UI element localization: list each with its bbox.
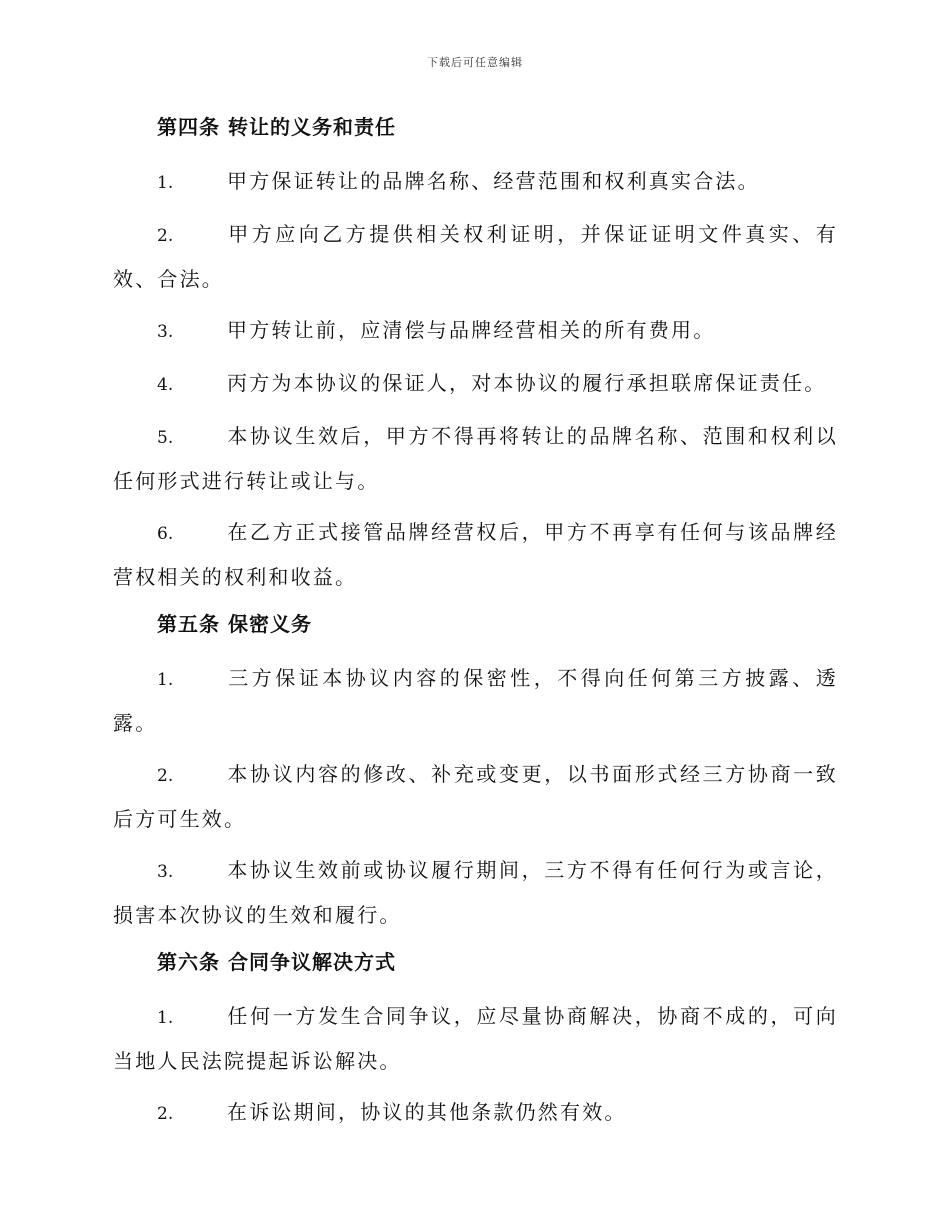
clause-number: 2. (157, 1104, 174, 1124)
clause-number: 3. (157, 862, 174, 882)
clause-item (113, 415, 838, 503)
clause-number: 5. (157, 428, 174, 448)
clause-number: 1. (157, 1008, 174, 1028)
clause-item (113, 753, 838, 841)
clause-item (113, 213, 838, 301)
clause-item (113, 1091, 838, 1136)
clause-number: 4. (157, 375, 174, 395)
clause-item (113, 362, 838, 407)
clause-text: 甲方应向乙方提供相关权利证明，并保证证明文件真实、有效、合法。 (113, 222, 838, 291)
header-note: 下载后可任意编辑 (427, 56, 523, 69)
clause-item (113, 511, 838, 599)
clause-number: 3. (157, 322, 174, 342)
section-heading: 第五条 保密义务 (157, 612, 312, 636)
clause-item (113, 995, 838, 1083)
clause-text: 在乙方正式接管品牌经营权后，甲方不再享有任何与该品牌经营权相关的权利和收益。 (113, 520, 838, 589)
clause-number: 1. (157, 173, 174, 193)
section-heading: 第六条 合同争议解决方式 (157, 950, 396, 974)
clause-number: 2. (157, 226, 174, 246)
clause-item (113, 657, 838, 745)
clause-number: 1. (157, 670, 174, 690)
clause-text: 丙方为本协议的保证人，对本协议的履行承担联席保证责任。 (227, 371, 827, 395)
clause-item (113, 160, 838, 205)
clause-text: 本协议生效前或协议履行期间，三方不得有任何行为或言论，损害本次协议的生效和履行。 (113, 858, 838, 927)
clause-text: 本协议内容的修改、补充或变更，以书面形式经三方协商一致后方可生效。 (113, 762, 838, 831)
clause-text: 本协议生效后，甲方不得再将转让的品牌名称、范围和权利以任何形式进行转让或让与。 (113, 424, 838, 493)
clause-item (113, 849, 838, 937)
clause-text: 甲方保证转让的品牌名称、经营范围和权利真实合法。 (227, 169, 760, 193)
clause-item (113, 309, 838, 354)
clause-text: 三方保证本协议内容的保密性，不得向任何第三方披露、透露。 (113, 666, 838, 735)
clause-number: 6. (157, 524, 174, 544)
document-body (113, 110, 838, 1144)
clause-text: 任何一方发生合同争议，应尽量协商解决，协商不成的，可向当地人民法院提起诉讼解决。 (113, 1004, 838, 1073)
clause-text: 在诉讼期间，协议的其他条款仍然有效。 (227, 1100, 627, 1124)
clause-number: 2. (157, 766, 174, 786)
clause-text: 甲方转让前，应清偿与品牌经营相关的所有费用。 (227, 318, 716, 342)
section-heading: 第四条 转让的义务和责任 (157, 115, 396, 139)
